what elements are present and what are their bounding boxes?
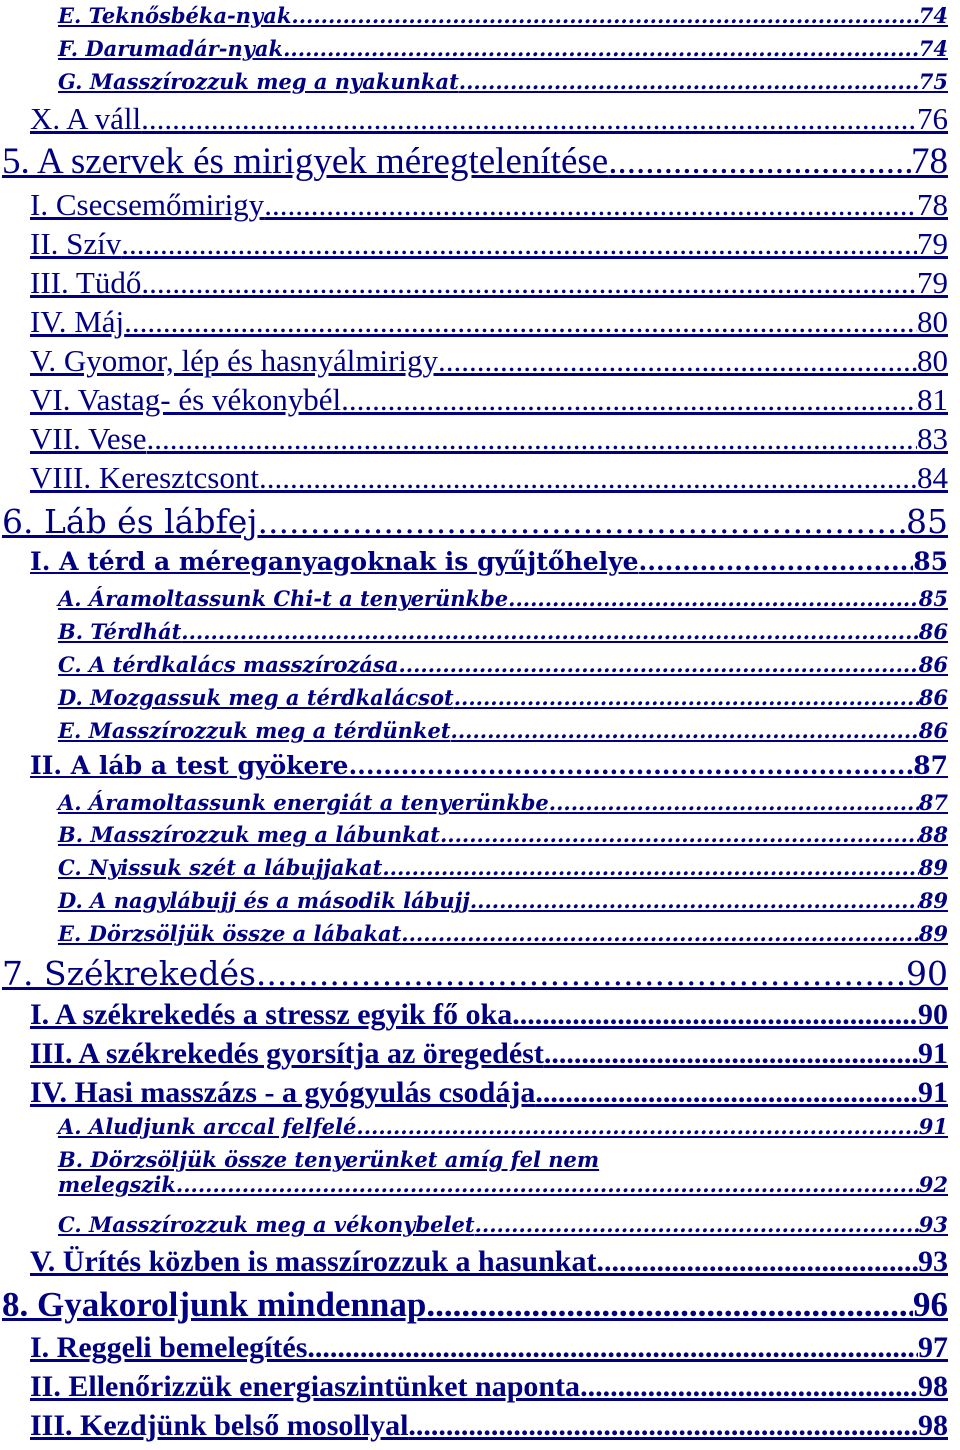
- toc-entry-page: 93: [918, 1212, 948, 1237]
- toc-entry[interactable]: [30, 460, 948, 496]
- dot-leader: [512, 998, 918, 1032]
- toc-entry-title-continued: melegszik: [58, 1172, 176, 1197]
- toc-entry-title: C. Masszírozzuk meg a vékonybelet: [58, 1212, 475, 1237]
- toc-entry-page: 74: [918, 3, 948, 28]
- toc-entry-page: 98: [918, 1409, 948, 1442]
- toc-entry-page: 93: [918, 1245, 948, 1278]
- toc-entry[interactable]: [58, 921, 948, 946]
- dot-leader: [124, 304, 917, 340]
- dot-leader: [535, 1076, 918, 1110]
- toc-entry-title: E. Masszírozzuk meg a térdünket: [58, 718, 451, 743]
- toc-entry-title: 8. Gyakoroljunk mindennap: [2, 1285, 427, 1324]
- toc-entry-title: A. Áramoltassunk Chi-t a tenyerünkbe: [58, 586, 509, 611]
- toc-entry-title: 7. Székrekedés: [2, 954, 256, 993]
- toc-entry-title: X. A váll: [30, 101, 142, 136]
- toc-entry-page: 91: [918, 1114, 948, 1139]
- toc-entry[interactable]: [58, 3, 948, 28]
- toc-entry[interactable]: [30, 304, 948, 340]
- toc-entry-page: 85: [918, 586, 948, 611]
- dot-leader: [356, 1114, 918, 1139]
- dot-leader: [341, 382, 917, 418]
- toc-entry-page: 79: [917, 265, 948, 300]
- toc-entry-continuation: [58, 1172, 948, 1197]
- toc-entry[interactable]: [30, 382, 948, 418]
- toc-entry[interactable]: [30, 421, 948, 457]
- toc-entry-title: C. Nyissuk szét a lábujjakat: [58, 855, 383, 880]
- toc-entry-title: B. Térdhát: [58, 619, 182, 644]
- toc-entry-page: 78: [911, 141, 948, 182]
- toc-entry-page: 75: [918, 69, 948, 94]
- toc-entry[interactable]: [58, 790, 948, 815]
- dot-leader: [348, 751, 913, 780]
- dot-leader: [408, 1409, 918, 1443]
- toc-entry-title: D. Mozgassuk meg a térdkalácsot: [58, 685, 454, 710]
- toc-entry[interactable]: [58, 855, 948, 880]
- toc-entry-page: 86: [918, 652, 948, 677]
- dot-leader: [382, 855, 918, 880]
- dot-leader: [454, 685, 919, 710]
- toc-entry[interactable]: [30, 1245, 948, 1279]
- toc-entry[interactable]: [58, 685, 948, 710]
- toc-entry-title: B. Masszírozzuk meg a lábunkat: [58, 822, 440, 847]
- toc-entry-title: V. Ürítés közben is masszírozzuk a hasunkat: [30, 1245, 597, 1278]
- toc-entry-title: G. Masszírozzuk meg a nyakunkat: [58, 69, 459, 94]
- toc-entry-title: III. Kezdjünk belső mosollyal: [30, 1409, 409, 1442]
- toc-entry[interactable]: [58, 888, 948, 913]
- dot-leader: [307, 1331, 918, 1365]
- toc-entry-title: II. Ellenőrizzük energiaszintünket naponta: [30, 1370, 581, 1403]
- toc-entry-page: 79: [917, 226, 948, 261]
- toc-entry[interactable]: [2, 1285, 948, 1325]
- toc-entry[interactable]: [58, 1147, 948, 1197]
- toc-entry[interactable]: [2, 954, 948, 993]
- toc-entry[interactable]: [30, 1370, 948, 1404]
- toc-entry[interactable]: [30, 1076, 948, 1110]
- toc-entry-page: 83: [917, 421, 948, 456]
- dot-leader: [475, 1212, 919, 1237]
- dot-leader: [508, 586, 919, 611]
- dot-leader: [283, 36, 919, 61]
- dot-leader: [596, 1245, 918, 1279]
- toc-entry-title: VI. Vastag- és vékonybél: [30, 382, 342, 417]
- toc-entry[interactable]: [30, 1409, 948, 1443]
- toc-entry-title: II. A láb a test gyökere: [30, 751, 349, 780]
- toc-entry-page: 86: [918, 685, 948, 710]
- toc-entry-page: 87: [913, 751, 948, 780]
- toc-entry[interactable]: [58, 69, 948, 94]
- toc-entry-title: V. Gyomor, lép és hasnyálmirigy: [30, 343, 439, 378]
- toc-entry-title: I. Reggeli bemelegítés: [30, 1331, 308, 1364]
- toc-entry-page: 89: [918, 888, 948, 913]
- toc-entry-page: 85: [913, 547, 948, 576]
- toc-entry-title: I. Csecsemőmirigy: [30, 187, 265, 222]
- toc-entry-page: 81: [917, 382, 948, 417]
- toc-entry-title: F. Darumadár-nyak: [58, 36, 284, 61]
- toc-entry-page: 92: [918, 1172, 948, 1197]
- toc-entry-page: 90: [918, 998, 948, 1031]
- toc-entry-page: 91: [918, 1037, 948, 1070]
- dot-leader: [181, 619, 918, 644]
- dot-leader: [121, 226, 917, 262]
- toc-entry-page: 98: [918, 1370, 948, 1403]
- dot-leader: [141, 265, 917, 301]
- dot-leader: [176, 1172, 919, 1197]
- dot-leader: [639, 547, 914, 576]
- toc-entry-page: 96: [913, 1285, 948, 1324]
- toc-entry-title: I. A térd a méreganyagoknak is gyűjtőhelye: [30, 547, 639, 576]
- toc-entry[interactable]: [30, 101, 948, 137]
- dot-leader: [291, 3, 918, 28]
- dot-leader: [401, 921, 918, 946]
- toc-entry-title: A. Áramoltassunk energiát a tenyerünkbe: [58, 790, 549, 815]
- toc-entry[interactable]: [58, 619, 948, 644]
- dot-leader: [440, 822, 919, 847]
- toc-entry-page: 80: [917, 343, 948, 378]
- dot-leader: [580, 1370, 918, 1404]
- toc-entry-title: III. Tüdő: [30, 265, 142, 300]
- toc-entry[interactable]: [58, 1212, 948, 1237]
- dot-leader: [608, 140, 911, 183]
- toc-entry-title: C. A térdkalács masszírozása: [58, 652, 399, 677]
- toc-entry-page: 89: [918, 855, 948, 880]
- toc-entry-page: 74: [918, 36, 948, 61]
- toc-entry[interactable]: [58, 36, 948, 61]
- toc-entry-page: 78: [917, 187, 948, 222]
- toc-entry[interactable]: [30, 187, 948, 223]
- toc-entry[interactable]: [58, 586, 948, 611]
- toc-entry-title: III. A székrekedés gyorsítja az öregedést: [30, 1037, 544, 1070]
- dot-leader: [470, 888, 919, 913]
- dot-leader: [451, 718, 919, 743]
- toc-entry-page: 84: [917, 460, 948, 495]
- toc-entry[interactable]: [58, 718, 948, 743]
- dot-leader: [426, 1285, 913, 1325]
- toc-entry[interactable]: [58, 822, 948, 847]
- toc-entry-page: 90: [906, 954, 948, 993]
- toc-entry-title: I. A székrekedés a stressz egyik fő oka: [30, 998, 513, 1031]
- toc-entry[interactable]: [30, 998, 948, 1032]
- dot-leader: [398, 652, 918, 677]
- toc-entry-title: D. A nagylábujj és a második lábujj: [58, 888, 470, 913]
- toc-entry-page: 88: [918, 822, 948, 847]
- toc-entry-title: 5. A szervek és mirigyek méregtelenítése: [2, 141, 609, 182]
- dot-leader: [147, 421, 917, 457]
- toc-entry-page: 80: [917, 304, 948, 339]
- dot-leader: [438, 343, 917, 379]
- dot-leader: [257, 502, 906, 541]
- dot-leader: [264, 187, 917, 223]
- toc-entry[interactable]: [2, 502, 948, 541]
- toc-entry-page: 86: [918, 619, 948, 644]
- toc-entry-title: IV. Máj: [30, 304, 125, 339]
- toc-entry-title: A. Aludjunk arccal felfelé: [58, 1114, 357, 1139]
- dot-leader: [459, 69, 919, 94]
- toc-entry[interactable]: [30, 1037, 948, 1071]
- toc-entry-title: VII. Vese: [30, 421, 147, 456]
- toc-entry-title: VIII. Keresztcsont: [30, 460, 259, 495]
- toc-entry[interactable]: [30, 265, 948, 301]
- dot-leader: [259, 460, 917, 496]
- toc-entry[interactable]: [2, 140, 948, 183]
- toc-entry-page: 76: [917, 101, 948, 136]
- toc-entry[interactable]: [30, 547, 948, 576]
- dot-leader: [141, 101, 917, 137]
- toc-entry-page: 87: [918, 790, 948, 815]
- toc-entry-title: IV. Hasi masszázs - a gyógyulás csodája: [30, 1076, 536, 1109]
- toc-entry-page: 89: [918, 921, 948, 946]
- toc-entry-title: E. Dörzsöljük össze a lábakat: [58, 921, 402, 946]
- toc-entry-page: 91: [918, 1076, 948, 1109]
- toc-entry[interactable]: [30, 751, 948, 780]
- toc-entry-page: 97: [918, 1331, 948, 1364]
- toc-entry-page: 86: [918, 718, 948, 743]
- toc-entry-page: 85: [906, 502, 948, 541]
- dot-leader: [549, 790, 919, 815]
- dot-leader: [544, 1037, 918, 1071]
- toc-entry-title: II. Szív: [30, 226, 122, 261]
- toc-entry[interactable]: [30, 1331, 948, 1365]
- toc-entry[interactable]: [30, 226, 948, 262]
- toc-entry[interactable]: [30, 343, 948, 379]
- dot-leader: [256, 954, 906, 993]
- toc-entry[interactable]: [58, 1114, 948, 1139]
- toc-entry-title: E. Teknősbéka-nyak: [58, 3, 292, 28]
- toc-entry-title: B. Dörzsöljük össze tenyerünket amíg fel nem: [58, 1147, 600, 1172]
- toc-entry-title: 6. Láb és lábfej: [2, 502, 258, 541]
- toc-entry[interactable]: [58, 652, 948, 677]
